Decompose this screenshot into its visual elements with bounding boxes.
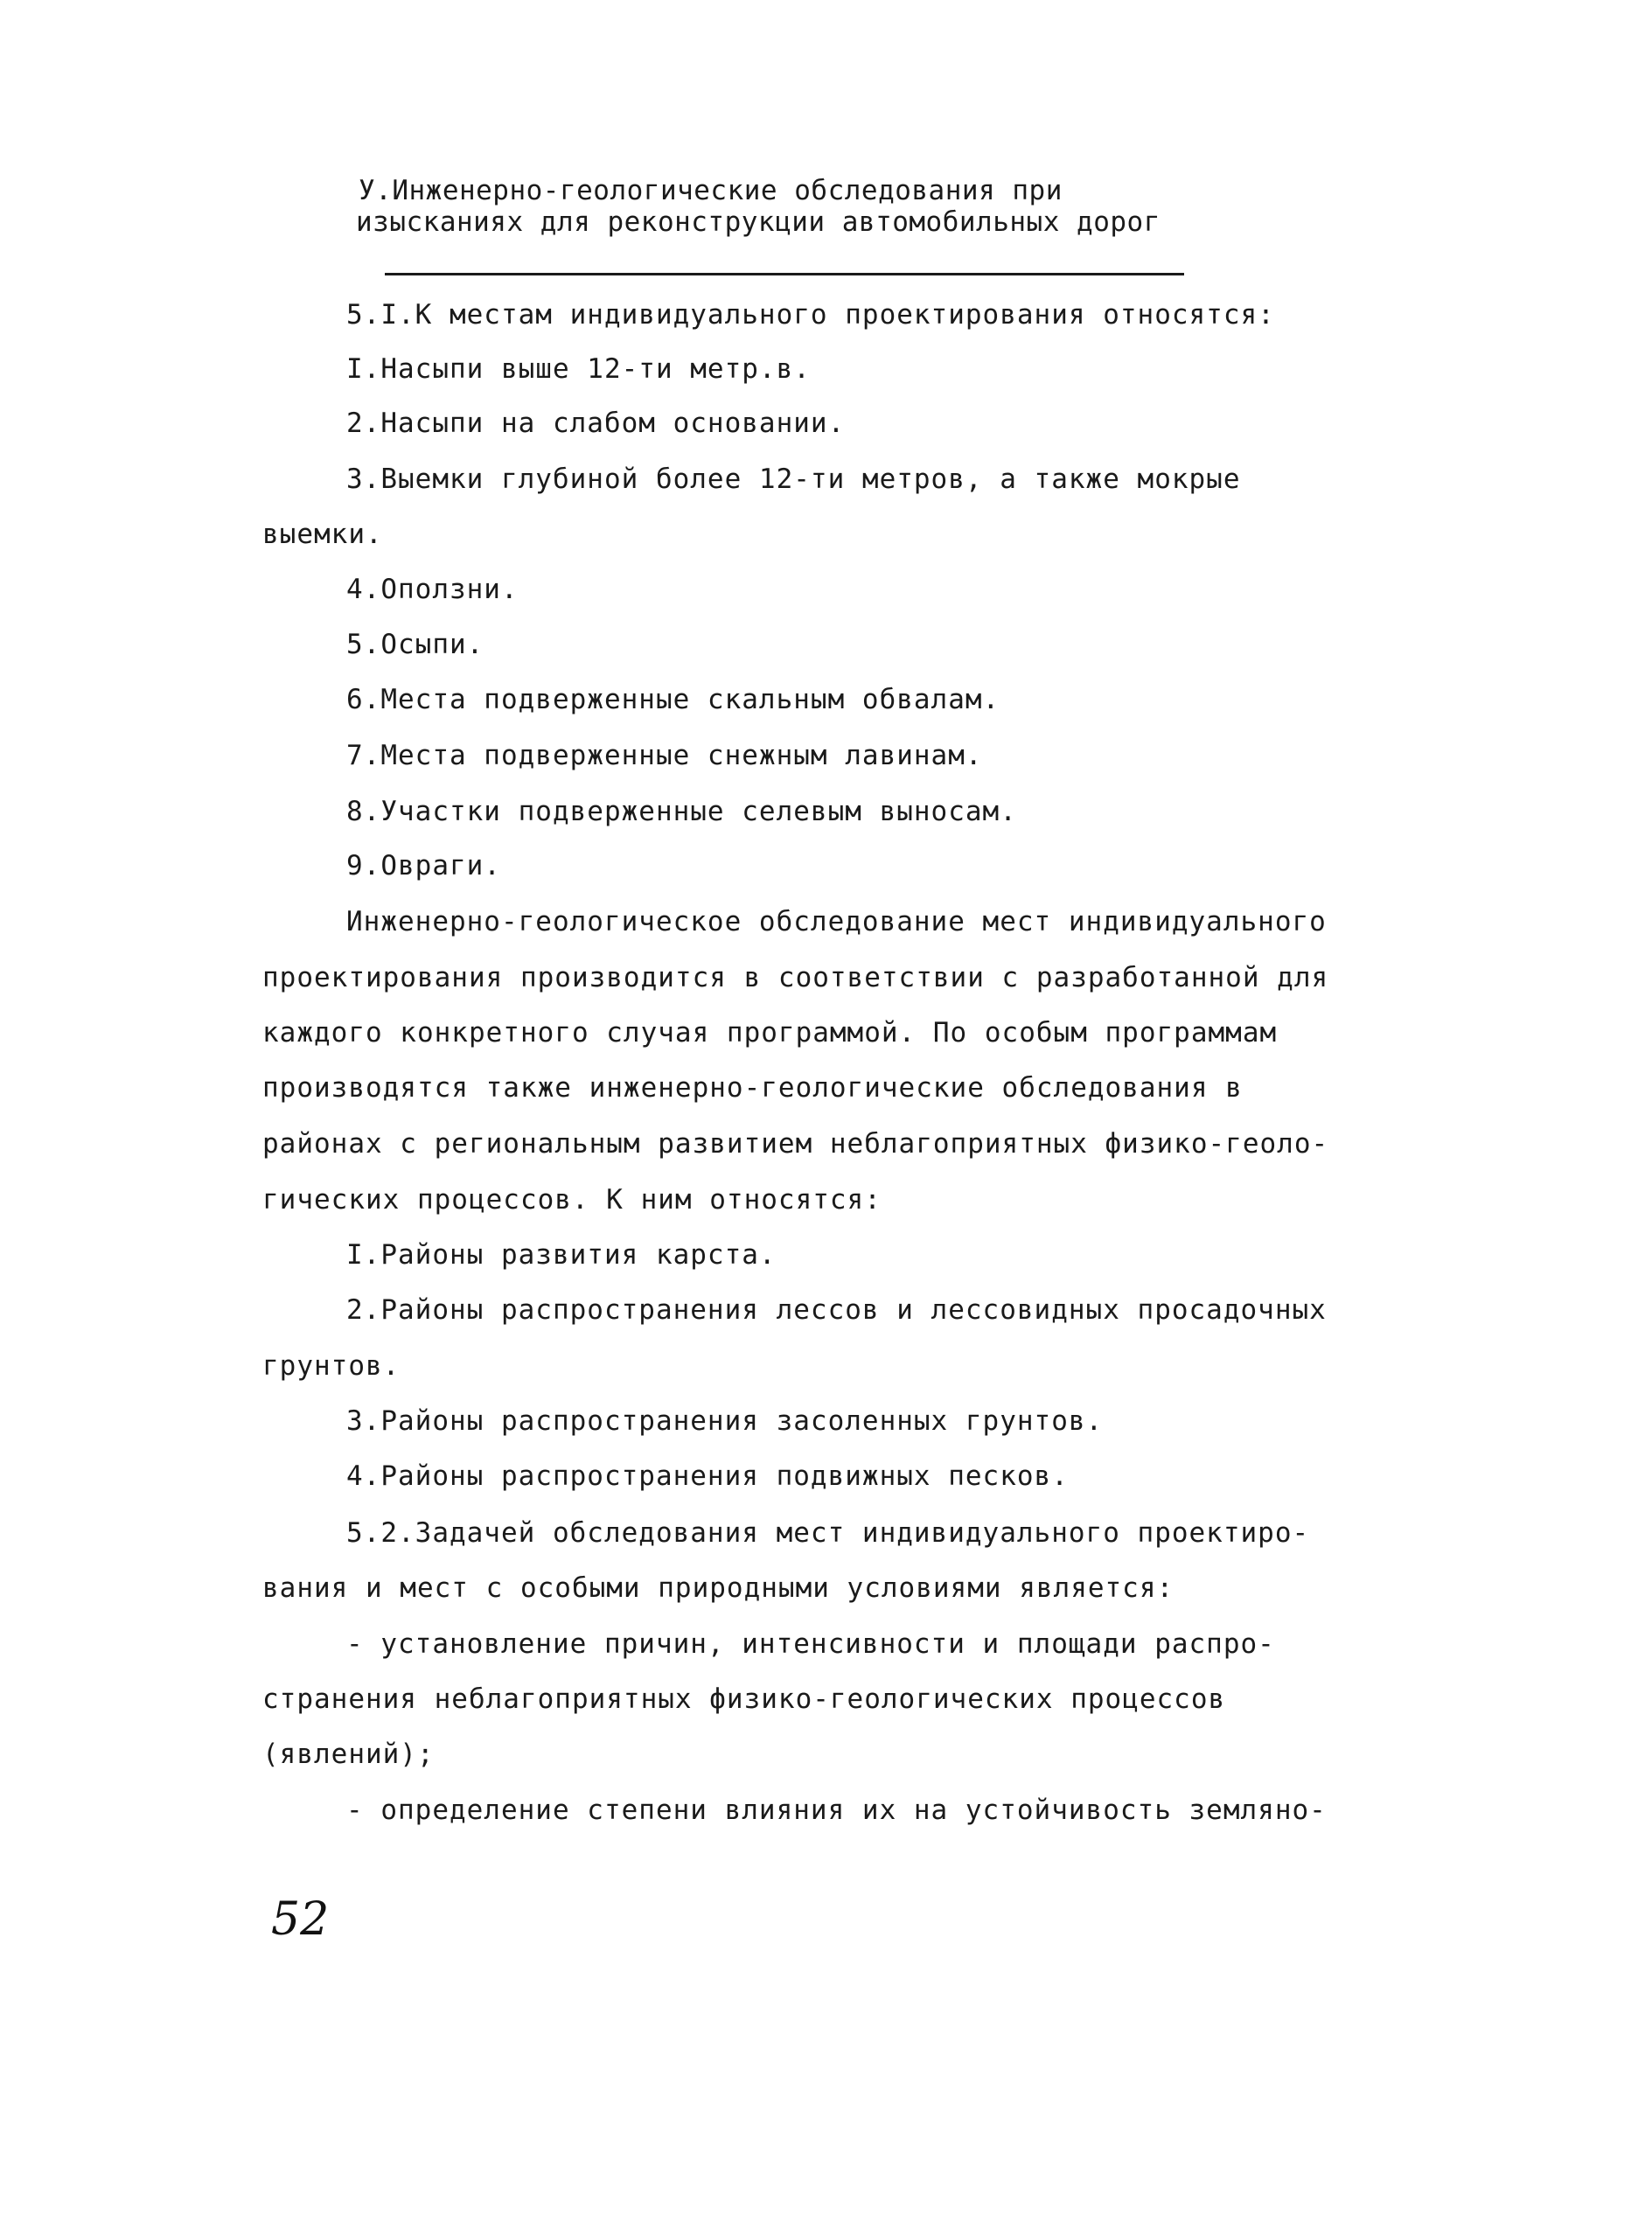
clause-5-2-cont: вания и мест с особыми природными условиями является: [262,1572,1175,1604]
paragraph-line: каждого конкретного случая программой. По особым программам [262,1017,1278,1049]
list-item-5: 5.Осыпи. [346,629,484,660]
region-item-2: 2.Районы распространения лессов и лессовидных просадочных [346,1294,1327,1326]
list-item-4: 4.Оползни. [346,574,519,605]
section-heading [356,175,1161,238]
paragraph-line: проектирования производится в соответствии с разработанной для [262,962,1329,993]
section-heading-line-2: изысканиях для реконструкции автомобильных дорог [356,206,1161,238]
task-item-1-cont: (явлений); [262,1739,435,1770]
list-item-1: I.Насыпи выше 12-ти метр.в. [346,353,811,385]
task-item-1: - установление причин, интенсивности и площади распро- [346,1628,1275,1660]
heading-underline [385,273,1184,275]
list-item-6: 6.Места подверженные скальным обвалам. [346,684,1000,715]
list-item-8: 8.Участки подверженные селевым выносам. [346,796,1017,827]
clause-5-2: 5.2.Задачей обследования мест индивидуального проектиро- [346,1517,1310,1549]
section-heading-line-1: У.Инженерно-геологические обследования при [359,175,1063,206]
list-item-2: 2.Насыпи на слабом основании. [346,408,846,439]
list-item-9: 9.Овраги. [346,850,501,882]
clause-5-1-intro: 5.I.К местам индивидуального проектирования относятся: [346,299,1275,331]
list-item-7: 7.Места подверженные снежным лавинам. [346,740,983,771]
region-item-4: 4.Районы распространения подвижных песков. [346,1460,1069,1492]
region-item-3: 3.Районы распространения засоленных грунтов. [346,1405,1104,1437]
paragraph-line: Инженерно-геологическое обследование мест индивидуального [346,906,1327,937]
page-number: 52 [271,1893,330,1946]
region-item-2-cont: грунтов. [262,1350,401,1382]
task-item-2: - определение степени влияния их на устойчивость земляно- [346,1794,1327,1826]
paragraph-line: гических процессов. К ним относятся: [262,1184,882,1216]
list-item-3: 3.Выемки глубиной более 12-ти метров, а также мокрые [346,463,1241,495]
paragraph-line: районах с региональным развитием неблагоприятных физико-геоло- [262,1128,1329,1160]
paragraph-line: производятся также инженерно-геологические обследования в [262,1072,1243,1104]
task-item-1-cont: странения неблагоприятных физико-геологических процессов [262,1683,1226,1715]
region-item-1: I.Районы развития карста. [346,1239,777,1271]
list-item-3-cont: выемки. [262,519,383,550]
